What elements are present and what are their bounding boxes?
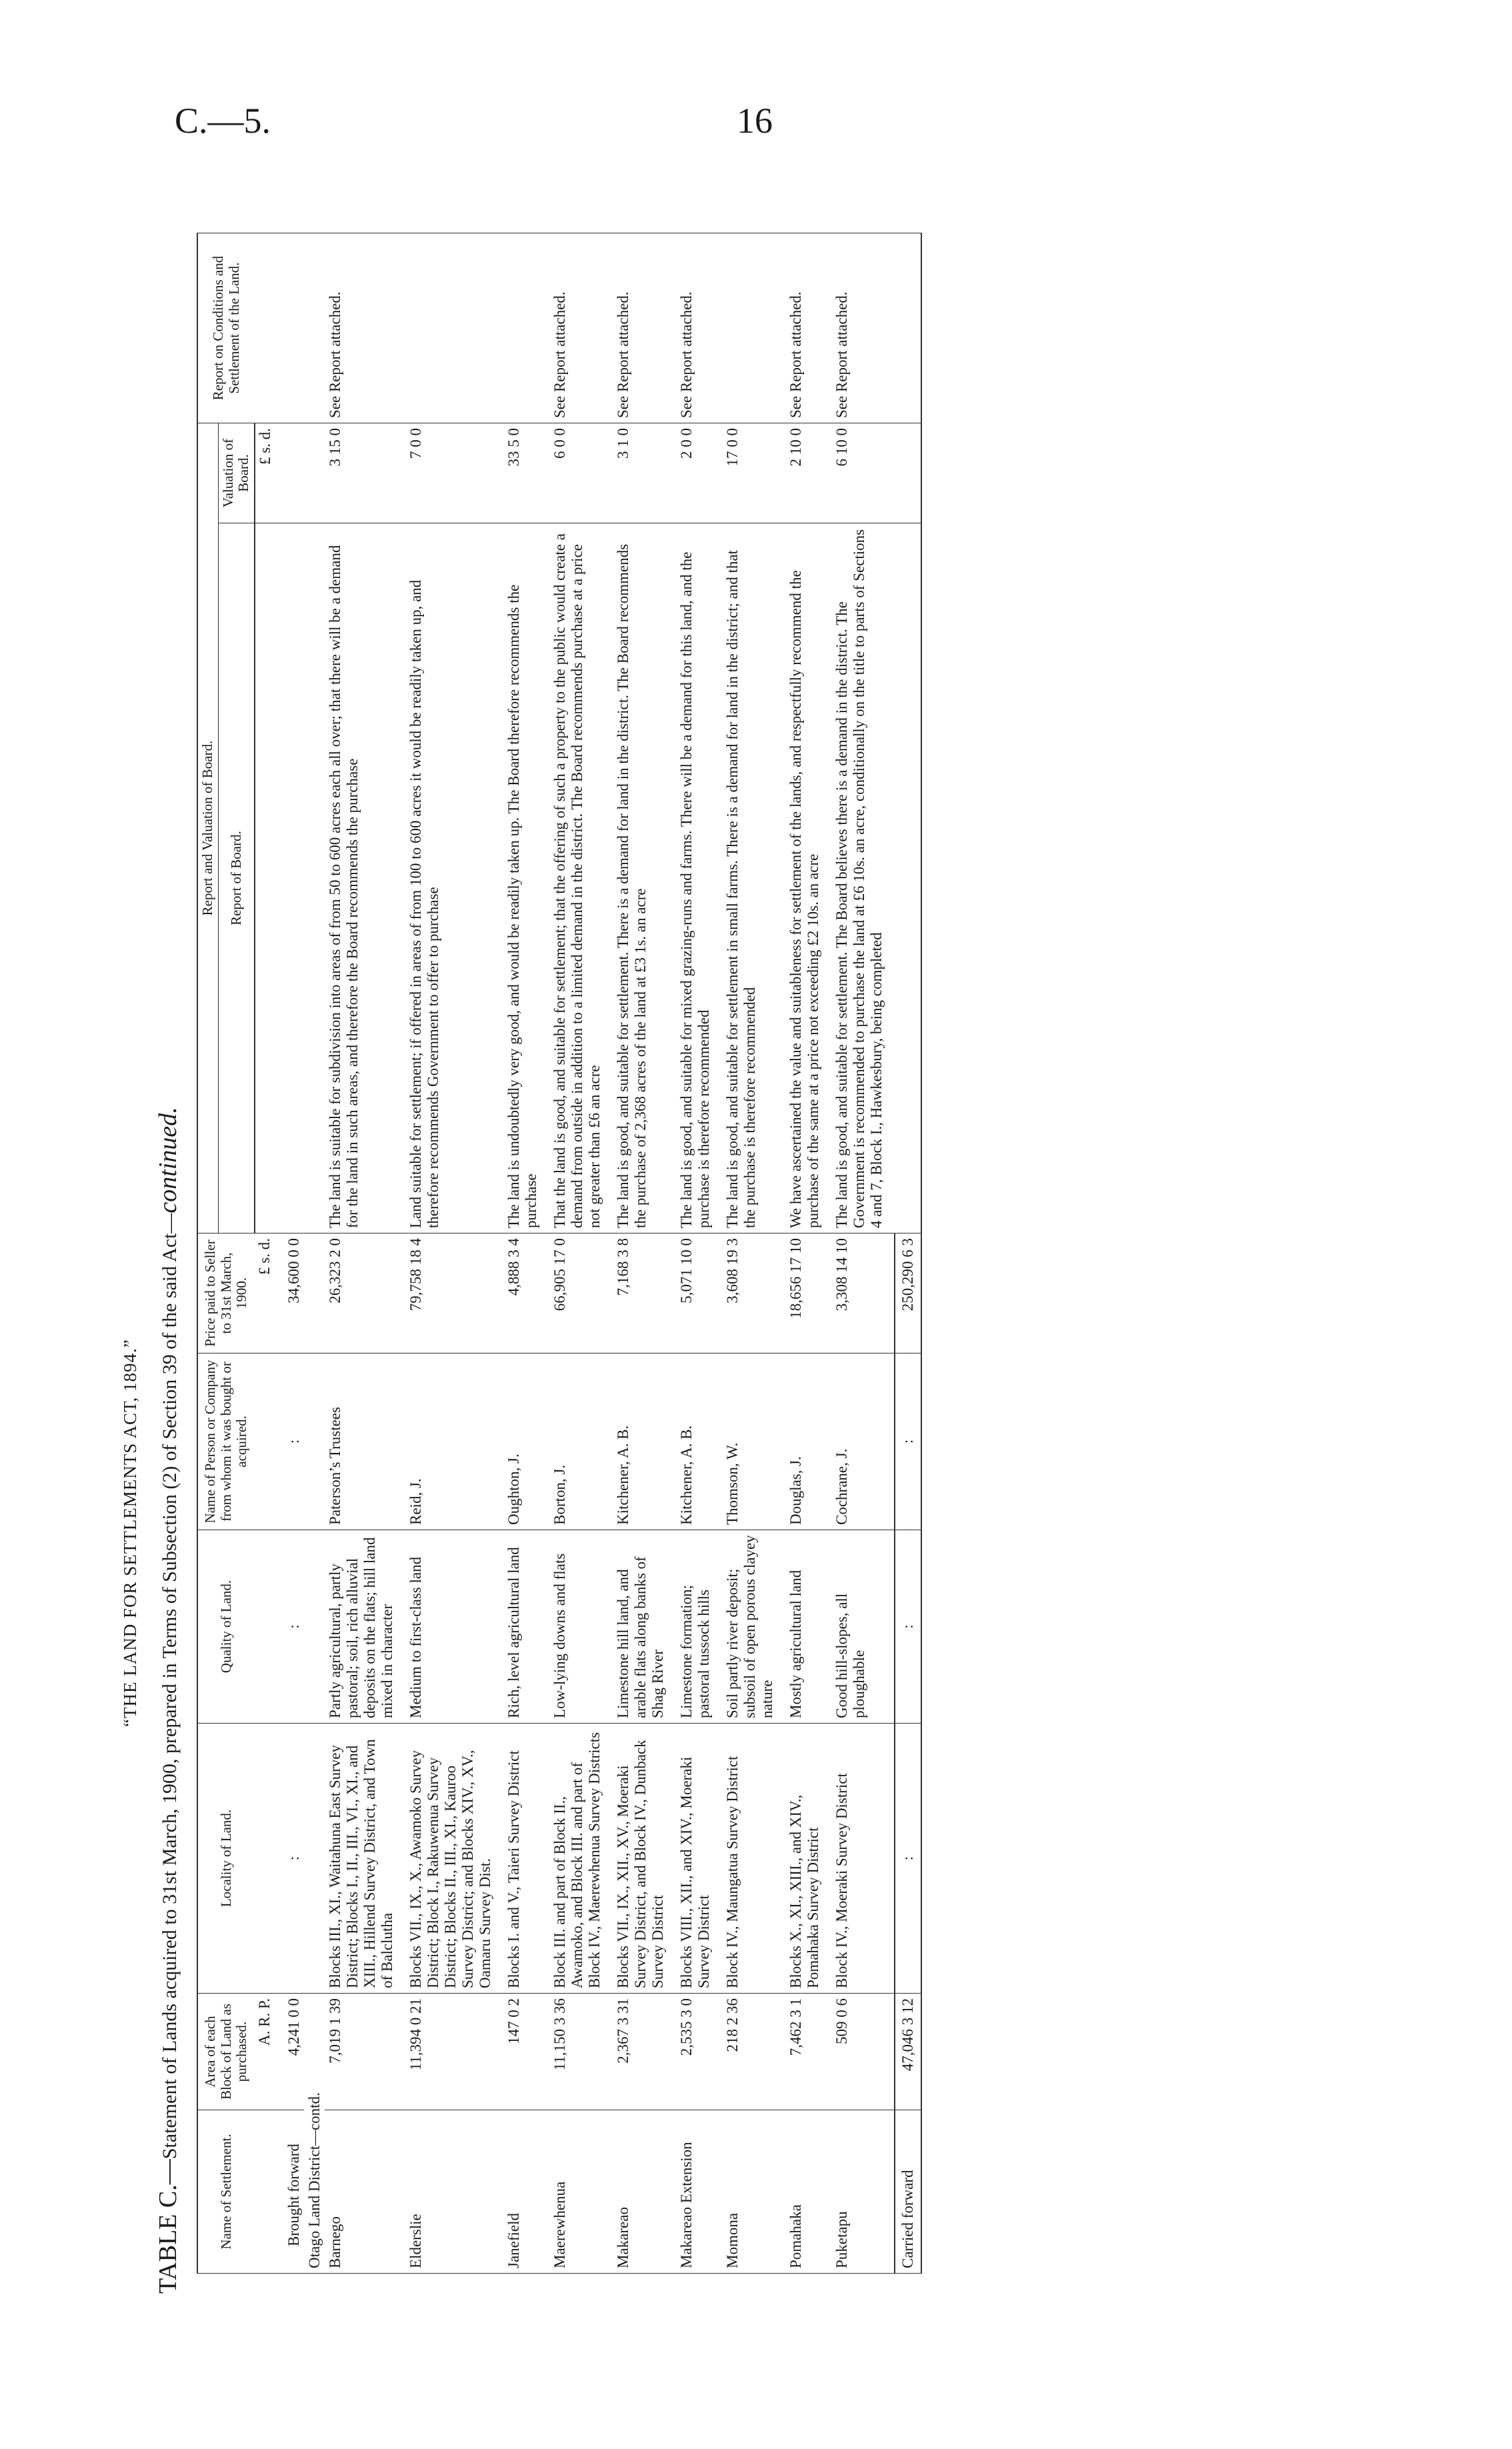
page-reference: C.—5. (175, 101, 271, 141)
header-price: Price paid to Seller to 31st March, 1900. (197, 1234, 255, 1354)
settlement-row (676, 233, 722, 2274)
settlement-locality: Blocks VII., IX., X., Awamoko Survey District; Block I., Rakuwenua Survey District; Blocks II., III., XI., Kauroo Survey District; and Blocks XIV., XV., Oamaru Survey Dist. (405, 1724, 503, 1994)
settlement-conditions: See Report attached. (831, 233, 895, 423)
settlement-area: 7,019 1 39 (325, 1994, 405, 2110)
settlement-valuation: 33 5 0 (503, 423, 549, 523)
settlement-person: Borton, J. (549, 1354, 613, 1530)
settlement-name: Makareao (613, 2110, 676, 2274)
settlement-area: 2,367 3 31 (613, 1994, 676, 2110)
settlement-area: 218 2 36 (722, 1994, 785, 2110)
settlement-name: Puketapu (831, 2110, 895, 2274)
carried-forward-label: Carried forward (895, 2110, 921, 2274)
settlement-price: 4,888 3 4 (503, 1234, 549, 1354)
settlement-price: 18,656 17 10 (785, 1234, 831, 1354)
brought-forward-area: 4,241 0 0 (283, 1994, 304, 2110)
settlement-row (549, 233, 613, 2274)
settlement-valuation: 3 15 0 (325, 423, 405, 523)
header-board-group: Report and Valuation of Board. (197, 423, 218, 1234)
settlement-conditions: See Report attached. (676, 233, 722, 423)
brought-forward-person: : (283, 1354, 304, 1530)
settlement-name: Makareao Extension (676, 2110, 722, 2274)
rotated-table-page (113, 213, 1413, 2300)
header-quality: Quality of Land. (197, 1530, 255, 1724)
header-valuation: Valuation of Board. (218, 423, 255, 523)
settlement-quality: Partly agricultural, partly pastoral; soil, rich alluvial deposits on the flats; hill land mixed in character (325, 1530, 405, 1724)
settlement-report: The land is good, and suitable for settlement. There is a demand for land in the district. The Board recommends the purchase of 2,368 acres of the land at £3 1s. an acre (613, 523, 676, 1234)
settlement-conditions (405, 233, 503, 423)
table-caption-prefix: TABLE C.— (154, 2159, 182, 2294)
settlement-conditions: See Report attached. (549, 233, 613, 423)
header-report: Report of Board. (218, 523, 255, 1234)
page-number: 16 (737, 101, 773, 141)
settlement-quality: Good hill-slopes, all ploughable (831, 1530, 895, 1724)
settlement-name: Pomahaka (785, 2110, 831, 2274)
header-area: Area of each Block of Land as purchased. (197, 1994, 255, 2110)
settlement-person: Kitchener, A. B. (613, 1354, 676, 1530)
settlement-price: 7,168 3 8 (613, 1234, 676, 1354)
settlement-quality: Limestone formation; pastoral tussock hills (676, 1530, 722, 1724)
table-body (255, 233, 921, 2274)
settlement-person: Cochrane, J. (831, 1354, 895, 1530)
settlement-name: Elderslie (405, 2110, 503, 2274)
settlement-report: The land is good, and suitable for settlement in small farms. There is a demand for land in the district; and that the purchase is therefore recommended (722, 523, 785, 1234)
settlement-report: That the land is good, and suitable for settlement; that the offering of such a property to the public would create a demand from outside in addition to a limited demand in the district. The Board recommends purchase at a price not greater than £6 an acre (549, 523, 613, 1234)
carried-forward-area: 47,046 3 12 (895, 1994, 921, 2110)
settlement-conditions: See Report attached. (785, 233, 831, 423)
settlement-area: 11,394 0 21 (405, 1994, 503, 2110)
carried-forward-person: : (895, 1354, 921, 1530)
settlement-row (722, 233, 785, 2274)
settlement-area: 7,462 3 1 (785, 1994, 831, 2110)
table-caption (153, 1107, 183, 2294)
brought-forward-row (283, 233, 304, 2274)
settlement-report: The land is suitable for subdivision into areas of from 50 to 600 acres each all over; that there will be a demand for the land in such areas, and therefore the Board recommends the purchase (325, 523, 405, 1234)
table-caption-continued: continued. (154, 1107, 182, 1213)
settlement-price: 66,905 17 0 (549, 1234, 613, 1354)
carried-forward-row (895, 233, 921, 2274)
district-heading: Otago Land District—contd. (304, 1994, 325, 2274)
area-units: A. R. P. (255, 1994, 283, 2110)
settlement-row (785, 233, 831, 2274)
carried-forward-price: 250,290 6 3 (895, 1234, 921, 1354)
settlement-area: 509 0 6 (831, 1994, 895, 2110)
settlement-price: 5,071 10 0 (676, 1234, 722, 1354)
settlement-quality: Limestone hill land, and arable flats along banks of Shag River (613, 1530, 676, 1724)
settlement-area: 147 0 2 (503, 1994, 549, 2110)
settlement-report: Land suitable for settlement; if offered in areas of from 100 to 600 acres it would be readily taken up, and therefore recommends Government to offer to purchase (405, 523, 503, 1234)
act-caption: “THE LAND FOR SETTLEMENTS ACT, 1894.” (120, 1339, 140, 1727)
settlement-valuation: 7 0 0 (405, 423, 503, 523)
settlement-locality: Block IV., Moeraki Survey District (831, 1724, 895, 1994)
settlement-report: The land is good, and suitable for mixed grazing-runs and farms. There will be a demand for this land, and the purchase is therefore recommended (676, 523, 722, 1234)
brought-forward-quality: : (283, 1530, 304, 1724)
settlement-valuation: 17 0 0 (722, 423, 785, 523)
settlement-conditions: See Report attached. (325, 233, 405, 423)
lands-acquired-table (197, 233, 922, 2274)
settlement-price: 3,308 14 10 (831, 1234, 895, 1354)
units-row (255, 233, 283, 2274)
settlement-quality: Soil partly river deposit; subsoil of open porous clayey nature (722, 1530, 785, 1724)
brought-forward-price: 34,600 0 0 (283, 1234, 304, 1354)
settlement-person: Oughton, J. (503, 1354, 549, 1530)
settlement-conditions (503, 233, 549, 423)
settlement-quality: Low-lying downs and flats (549, 1530, 613, 1724)
settlement-price: 26,323 2 0 (325, 1234, 405, 1354)
settlement-locality: Blocks III., XI., Waitahuna East Survey District; Blocks I., II., III., VI., XI., and XIII., Hillend Survey District, and Town of Balclutha (325, 1724, 405, 1994)
carried-forward-locality: : (895, 1724, 921, 1994)
table-caption-main: Statement of Lands acquired to 31st March, 1900, prepared in Terms of Subsection (2) of Section 39 of the said Act— (159, 1213, 181, 2160)
settlement-row (405, 233, 503, 2274)
settlement-row (613, 233, 676, 2274)
settlement-price: 3,608 19 3 (722, 1234, 785, 1354)
settlement-person: Kitchener, A. B. (676, 1354, 722, 1530)
settlement-report: The land is undoubtedly very good, and would be readily taken up. The Board therefore recommends the purchase (503, 523, 549, 1234)
settlement-person: Thomson, W. (722, 1354, 785, 1530)
settlement-name: Momona (722, 2110, 785, 2274)
settlement-valuation: 2 0 0 (676, 423, 722, 523)
valuation-units: £ s. d. (255, 423, 283, 523)
settlement-locality: Blocks I. and V., Taieri Survey District (503, 1724, 549, 1994)
settlement-area: 2,535 3 0 (676, 1994, 722, 2110)
price-units: £ s. d. (255, 1234, 283, 1354)
settlement-price: 79,758 18 4 (405, 1234, 503, 1354)
settlement-quality: Medium to first-class land (405, 1530, 503, 1724)
settlement-valuation: 2 10 0 (785, 423, 831, 523)
settlement-row (831, 233, 895, 2274)
settlement-locality: Block IV., Maungatua Survey District (722, 1724, 785, 1994)
settlement-person: Douglas, J. (785, 1354, 831, 1530)
settlement-conditions: See Report attached. (613, 233, 676, 423)
settlement-valuation: 3 1 0 (613, 423, 676, 523)
settlement-locality: Blocks VII., IX., XII., XV., Moeraki Survey District, and Block IV., Dunback Survey District (613, 1724, 676, 1994)
district-row (304, 233, 325, 2274)
settlement-report: The land is good, and suitable for settlement. The Board believes there is a demand in the district. The Government is recommended to purchase the land at £6 10s. an acre, conditionally on the title to parts of Sections 4 and 7, Block I., Hawkesbury, being completed (831, 523, 895, 1234)
brought-forward-label: Brought forward (283, 2110, 304, 2274)
settlement-locality: Block III. and part of Block II., Awamoko, and Block III. and part of Block IV., Maerewhenua Survey Districts (549, 1724, 613, 1994)
settlement-report: We have ascertained the value and suitableness for settlement of the lands, and respectfully recommend the purchase of the same at a price not exceeding £2 10s. an acre (785, 523, 831, 1234)
settlement-locality: Blocks VIII., XII., and XIV., Moeraki Survey District (676, 1724, 722, 1994)
settlement-locality: Blocks X., XI., XIII., and XIV., Pomahaka Survey District (785, 1724, 831, 1994)
settlement-person: Paterson’s Trustees (325, 1354, 405, 1530)
carried-forward-quality: : (895, 1530, 921, 1724)
settlement-quality: Mostly agricultural land (785, 1530, 831, 1724)
settlement-name: Barnego (325, 2110, 405, 2274)
header-name: Name of Settlement. (197, 2110, 255, 2274)
brought-forward-locality: : (283, 1724, 304, 1994)
settlement-quality: Rich, level agricultural land (503, 1530, 549, 1724)
header-locality: Locality of Land. (197, 1724, 255, 1994)
settlement-person: Reid, J. (405, 1354, 503, 1530)
settlement-name: Maerewhenua (549, 2110, 613, 2274)
settlement-name: Janefield (503, 2110, 549, 2274)
settlement-valuation: 6 0 0 (549, 423, 613, 523)
settlement-conditions (722, 233, 785, 423)
settlement-row (325, 233, 405, 2274)
header-conditions: Report on Conditions and Settlement of the Land. (197, 233, 255, 423)
settlement-area: 11,150 3 36 (549, 1994, 613, 2110)
settlement-row (503, 233, 549, 2274)
settlement-valuation: 6 10 0 (831, 423, 895, 523)
header-person: Name of Person or Company from whom it was bought or acquired. (197, 1354, 255, 1530)
